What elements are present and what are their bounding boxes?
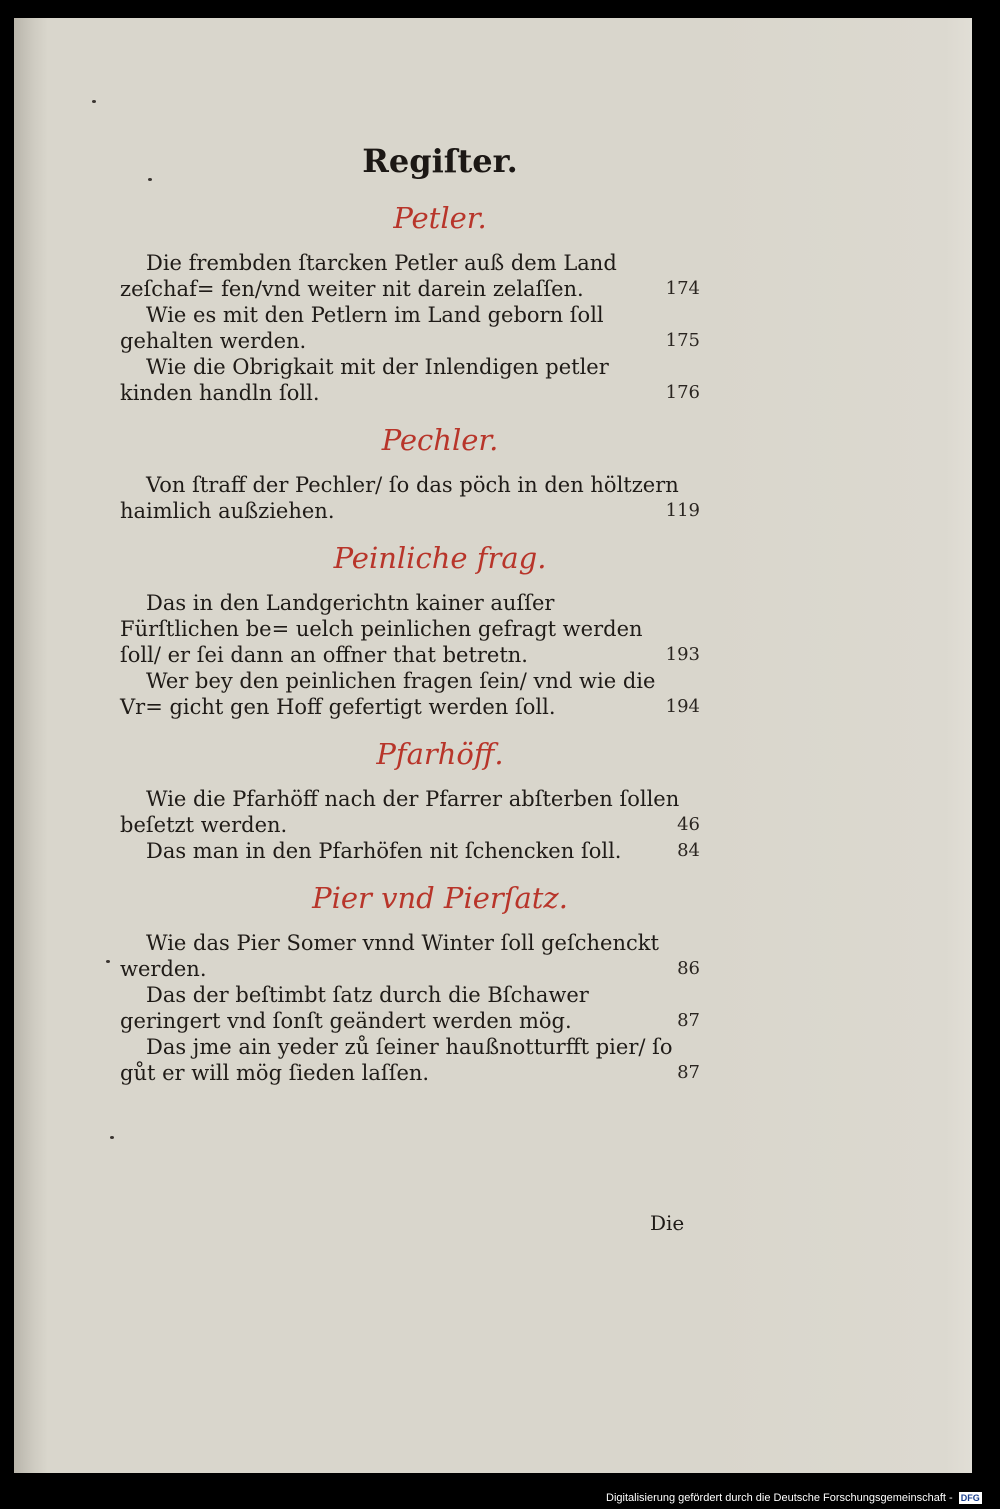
register-section	[120, 878, 700, 1086]
entry-text: Wie das Pier Somer vnnd Winter ſoll geſchenckt werden.	[120, 931, 659, 981]
entry-text: Das jme ain yeder zů ſeiner haußnotturfft pier/ ſo gůt er will mög ſieden laſſen.	[120, 1035, 673, 1085]
entry-text: Wer bey den peinlichen fragen ſein/ vnd wie die Vr= gicht gen Hoff gefertigt werden ſoll.	[120, 669, 656, 719]
entry-page-number: 119	[665, 500, 700, 521]
section-heading: Pfarhöff.	[376, 737, 504, 771]
register-entry	[120, 786, 700, 838]
entry-text: Das der beſtimbt ſatz durch die Bſchawer geringert vnd ſonſt geändert werden mög.	[120, 983, 589, 1033]
page-title: Regiſter.	[362, 142, 518, 180]
register-text	[120, 138, 700, 1086]
register-section	[120, 734, 700, 864]
register-section	[120, 538, 700, 720]
ink-speck	[92, 100, 96, 103]
entry-text: Die frembden ſtarcken Petler auß dem Land zeſchaf= fen/vnd weiter nit darein zelaſſen.	[120, 251, 617, 301]
entry-page-number: 46	[677, 814, 700, 835]
ink-speck	[106, 960, 110, 963]
register-entry	[120, 930, 700, 982]
funding-footer	[606, 1490, 996, 1506]
page-gutter	[14, 18, 48, 1473]
entry-page-number: 87	[677, 1010, 700, 1031]
entry-page-number: 193	[665, 644, 700, 665]
book-page	[14, 18, 972, 1473]
register-entry	[120, 250, 700, 302]
register-entry	[120, 354, 700, 406]
entry-page-number: 174	[665, 278, 700, 299]
section-heading: Petler.	[393, 201, 487, 235]
entry-page-number: 176	[665, 382, 700, 403]
entry-text: Das man in den Pfarhöfen nit ſchencken ſoll.	[146, 839, 622, 863]
register-entry	[120, 590, 700, 668]
entry-text: Wie die Obrigkait mit der Inlendigen petler kinden handln ſoll.	[120, 355, 609, 405]
entry-text: Wie die Pfarhöff nach der Pfarrer abſterben ſollen beſetzt werden.	[120, 787, 680, 837]
register-entry	[120, 302, 700, 354]
register-entry	[120, 982, 700, 1034]
entry-text: Das in den Landgerichtn kainer auſſer Fürſtlichen be= uelch peinlichen gefragt werden ſoll/ er ſei dann an offner that betretn.	[120, 591, 643, 667]
entry-page-number: 84	[677, 840, 700, 861]
register-section	[120, 198, 700, 406]
section-heading: Pier vnd Pierſatz.	[312, 881, 568, 915]
register-entry	[120, 1034, 700, 1086]
dfg-logo-icon: DFG	[960, 1493, 980, 1504]
register-section	[120, 420, 700, 524]
register-entry	[120, 838, 700, 864]
section-heading: Pechler.	[381, 423, 499, 457]
page-edge	[702, 18, 972, 1473]
entry-page-number: 175	[665, 330, 700, 351]
entry-page-number: 194	[665, 696, 700, 717]
footer-text: Digitalisierung gefördert durch die Deutsche Forschungsgemeinschaft -	[606, 1492, 953, 1504]
entry-page-number: 86	[677, 958, 700, 979]
entry-text: Wie es mit den Petlern im Land geborn ſoll gehalten werden.	[120, 303, 604, 353]
section-heading: Peinliche frag.	[333, 541, 547, 575]
catchword: Die	[650, 1211, 685, 1235]
entry-text: Von ſtraff der Pechler/ ſo das pöch in den höltzern haimlich außziehen.	[120, 473, 679, 523]
ink-speck	[110, 1136, 114, 1139]
entry-page-number: 87	[677, 1062, 700, 1083]
register-entry	[120, 472, 700, 524]
register-entry	[120, 668, 700, 720]
